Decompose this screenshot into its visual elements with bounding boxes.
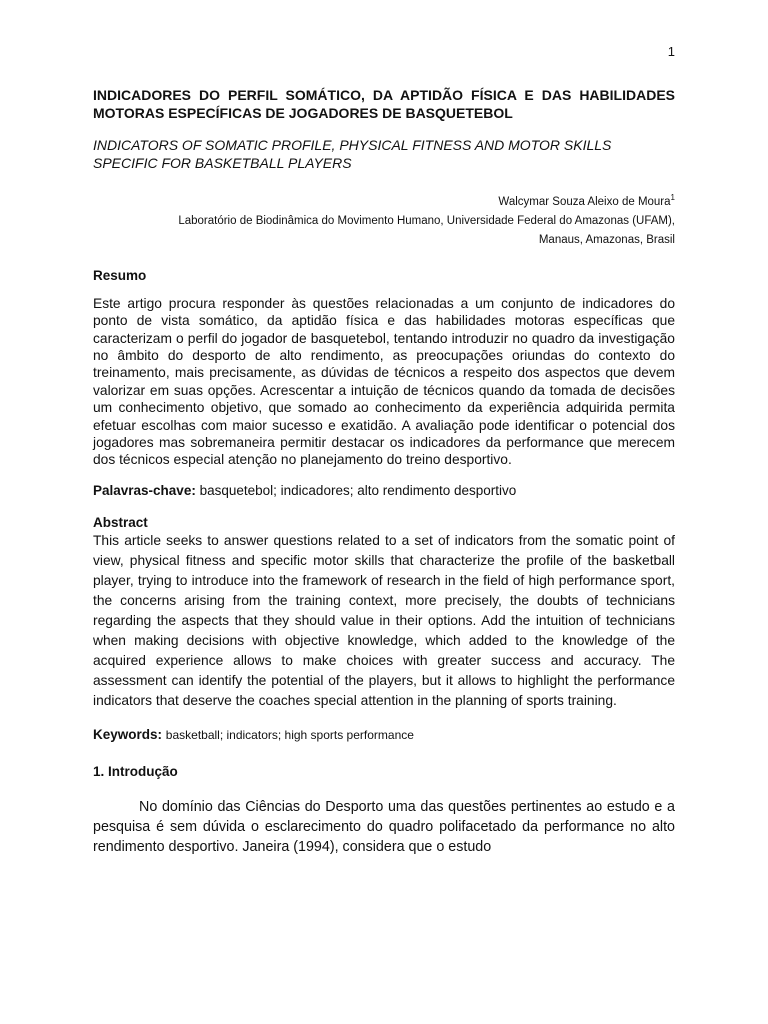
author-affiliation-line1: Laboratório de Biodinâmica do Movimento Humano, Universidade Federal do Amazonas (UFAM), (178, 214, 675, 227)
page-number: 1 (667, 44, 675, 59)
title-portuguese: INDICADORES DO PERFIL SOMÁTICO, DA APTIDÃO FÍSICA E DAS HABILIDADES MOTORAS ESPECÍFICAS DE JOGADORES DE BASQUETEBOL (93, 87, 675, 121)
introduction-heading: 1. Introdução (93, 763, 178, 779)
author-block (93, 188, 675, 250)
resumo-heading: Resumo (93, 267, 147, 283)
keywords-english-label: Keywords: (93, 726, 163, 742)
keywords-portuguese-text: basquetebol; indicadores; alto rendimento desportivo (199, 482, 517, 498)
keywords-english (93, 726, 675, 744)
abstract-text: This article seeks to answer questions related to a set of indicators from the somatic point of view, physical fitness and specific motor skills that characterize the profile of the basketball player, trying to introduce into the framework of research in the field of high performance sport, the concerns arising from the training context, more precisely, the doubts of technicians regarding the aspects that they should value in their options. Add the intuition of technicians when making decisions with objective knowledge, which added to the knowledge of the acquired experience allows to make choices with greater success and accuracy. The assessment can identify the potential of the players, but it allows to highlight the performance indicators that deserve the coaches special attention in the planning of sports training. (93, 532, 675, 708)
abstract-heading: Abstract (93, 514, 148, 530)
keywords-portuguese (93, 482, 675, 500)
keywords-english-text: basketball; indicators; high sports performance (165, 727, 414, 742)
introduction-text: No domínio das Ciências do Desporto uma das questões pertinentes ao estudo e a pesquisa é sem dúvida o esclarecimento do quadro polifacetado da performance no alto rendimento desportivo. Janeira (1994), considera que o estudo (93, 798, 675, 855)
author-footnote-mark: 1 (670, 193, 675, 202)
resumo-text: Este artigo procura responder às questões relacionadas a um conjunto de indicadores do ponto de vista somático, da aptidão física e das habilidades motoras específicas que caracterizam o perfil do jogador de basquetebol, tentando introduzir no quadro da investigação no âmbito do desporto de alto rendimento, as preocupações oriundas do contexto do treinamento, mais precisamente, as dúvidas de técnicos a respeito dos aspectos que devem valorizar em suas opções. Acrescentar a intuição de técnicos quando da tomada de decisões um conhecimento objetivo, que somado ao conhecimento da experiência adquirida permita efetuar escolhas com maior sucesso e exatidão. A avaliação pode identificar o potencial dos jogadores mas sobremaneira permitir destacar os indicadores da performance que merecem dos técnicos especial atenção no planejamento do treino desportivo. (93, 295, 675, 468)
author-affiliation-line2: Manaus, Amazonas, Brasil (538, 233, 675, 246)
author-name: Walcymar Souza Aleixo de Moura (498, 195, 671, 208)
author-name-line (93, 188, 675, 212)
keywords-portuguese-label: Palavras-chave: (93, 482, 196, 498)
document-page (93, 40, 675, 857)
title-english: INDICATORS OF SOMATIC PROFILE, PHYSICAL FITNESS AND MOTOR SKILLS SPECIFIC FOR BASKETBALL PLAYERS (93, 137, 612, 171)
